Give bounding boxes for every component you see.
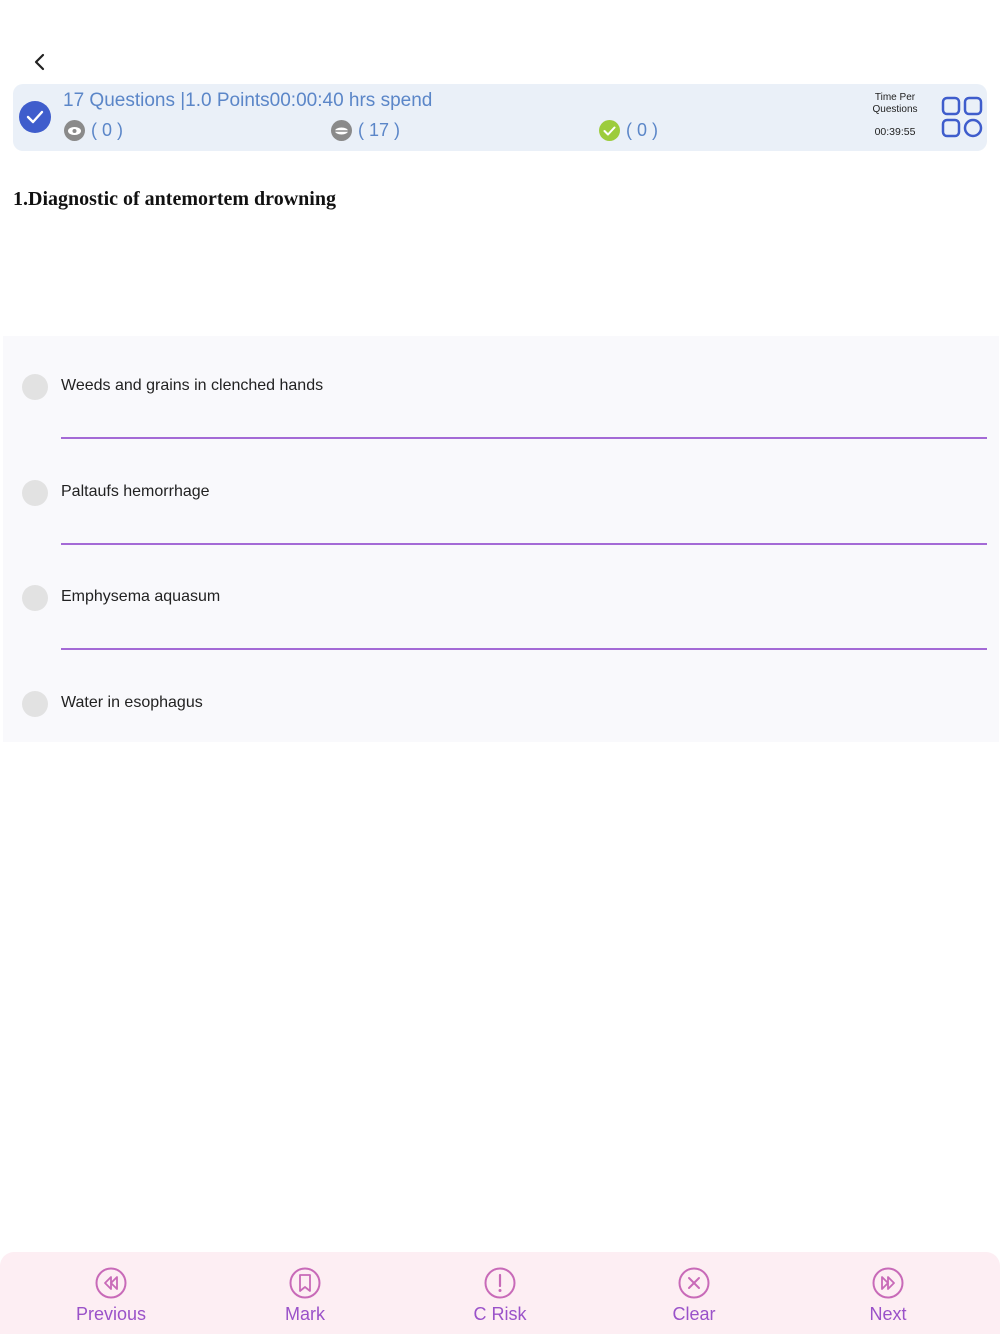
grid-icon — [941, 96, 983, 138]
unseen-count-value: ( 17 ) — [358, 120, 401, 140]
time-label-line2: Questions — [872, 104, 918, 115]
answer-option-3[interactable] — [3, 547, 999, 653]
check-icon — [599, 120, 620, 141]
seen-count — [64, 120, 123, 141]
chevron-left-icon — [32, 52, 48, 72]
question-text: 1.Diagnostic of antemortem drowning — [13, 188, 336, 210]
mark-label: Mark — [285, 1304, 325, 1324]
eye-icon — [64, 120, 85, 141]
answer-option-4[interactable] — [3, 653, 999, 759]
correct-count — [599, 120, 658, 141]
time-label-line1: Time Per — [874, 92, 916, 103]
answer-option-2[interactable] — [3, 442, 999, 548]
mark-button[interactable] — [245, 1266, 365, 1325]
question-grid-button[interactable] — [941, 96, 983, 138]
next-label: Next — [869, 1304, 907, 1324]
check-circle-icon — [19, 101, 51, 133]
option-divider — [61, 543, 987, 545]
radio-button[interactable] — [22, 585, 48, 611]
rewind-icon — [94, 1266, 128, 1300]
answer-option-label: Paltaufs hemorrhage — [61, 483, 210, 500]
radio-button[interactable] — [22, 480, 48, 506]
answer-option-label: Emphysema aquasum — [61, 588, 221, 605]
answer-options — [3, 336, 999, 742]
c-risk-button[interactable] — [440, 1266, 560, 1325]
clear-button[interactable] — [634, 1266, 754, 1325]
radio-button[interactable] — [22, 374, 48, 400]
answer-option-label: Water in esophagus — [61, 694, 203, 711]
eye-closed-icon — [331, 120, 352, 141]
clear-label: Clear — [672, 1304, 716, 1324]
radio-button[interactable] — [22, 691, 48, 717]
quiz-summary-title: 17 Questions |1.0 Points00:00:40 hrs spend — [63, 90, 433, 111]
quiz-header — [13, 84, 987, 151]
back-button[interactable] — [26, 48, 54, 76]
time-value: 00:39:55 — [874, 126, 916, 138]
bookmark-icon — [288, 1266, 322, 1300]
answer-option-label: Weeds and grains in clenched hands — [61, 377, 324, 394]
fast-forward-icon — [871, 1266, 905, 1300]
previous-button[interactable] — [51, 1266, 171, 1325]
option-divider — [61, 437, 987, 439]
option-divider — [61, 648, 987, 650]
answer-option-1[interactable] — [3, 336, 999, 442]
previous-label: Previous — [75, 1304, 147, 1324]
correct-count-value: ( 0 ) — [626, 120, 659, 140]
seen-count-value: ( 0 ) — [91, 120, 124, 140]
time-per-question — [859, 92, 931, 138]
exclamation-icon — [483, 1266, 517, 1300]
close-circle-icon — [677, 1266, 711, 1300]
unseen-count — [331, 120, 400, 141]
next-button[interactable] — [828, 1266, 948, 1325]
bottom-navigation — [0, 1252, 1000, 1334]
c-risk-label: C Risk — [473, 1304, 527, 1324]
